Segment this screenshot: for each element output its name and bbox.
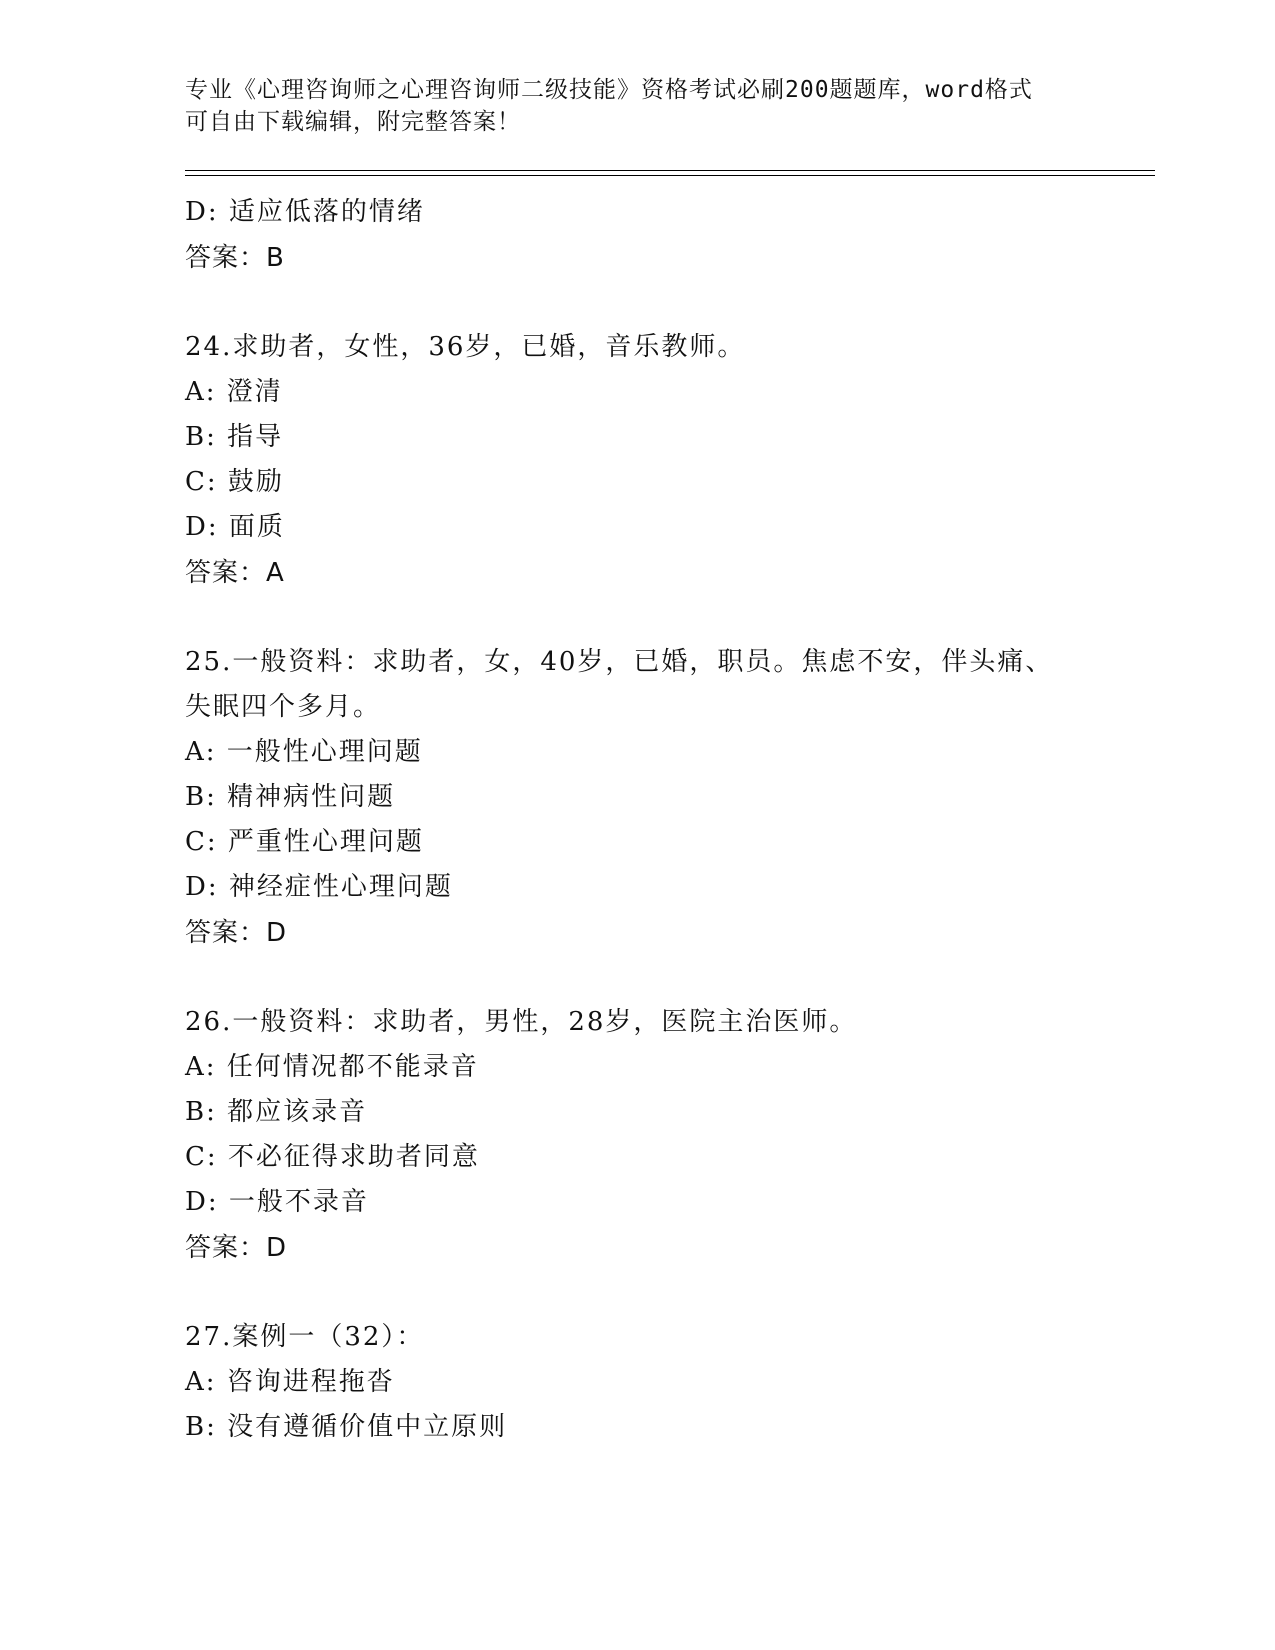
question-25: [185, 640, 1145, 957]
option-d: D: 神经症性心理问题: [185, 872, 453, 902]
option-b: B: 指导: [185, 422, 284, 452]
question-26: [185, 1000, 1145, 1272]
answer-line: 答案：B: [185, 243, 285, 273]
option-a: A: 一般性心理问题: [185, 737, 423, 767]
option-a: A: 任何情况都不能录音: [185, 1052, 479, 1082]
answer-line: 答案：D: [185, 1233, 288, 1263]
question-23-tail: [185, 190, 1145, 282]
question-title: 25.一般资料：求助者，女，40岁，已婚，职员。焦虑不安，伴头痛、失眠四个多月。: [185, 647, 1054, 722]
question-list: [185, 190, 1145, 1493]
question-title: 26.一般资料：求助者，男性，28岁，医院主治医师。: [185, 1007, 858, 1037]
option-c: C: 严重性心理问题: [185, 827, 424, 857]
option-a: A: 澄清: [185, 377, 283, 407]
question-27: [185, 1315, 1145, 1450]
question-title: 27.案例一（32）：: [185, 1322, 425, 1352]
document-header: [185, 74, 1065, 138]
option-b: B: 精神病性问题: [185, 782, 396, 812]
question-title: 24.求助者，女性，36岁，已婚，音乐教师。: [185, 332, 746, 362]
header-line-1: 专业《心理咨询师之心理咨询师二级技能》资格考试必刷200题题库，word格式: [185, 77, 1033, 103]
header-rule-bottom: [185, 175, 1155, 176]
option-b: B: 没有遵循价值中立原则: [185, 1412, 508, 1442]
option-d: D: 适应低落的情绪: [185, 197, 425, 227]
option-d: D: 一般不录音: [185, 1187, 369, 1217]
question-24: [185, 325, 1145, 597]
header-line-2: 可自由下载编辑，附完整答案！: [185, 109, 521, 135]
option-a: A: 咨询进程拖沓: [185, 1367, 395, 1397]
option-b: B: 都应该录音: [185, 1097, 368, 1127]
header-rule-top: [185, 170, 1155, 171]
answer-line: 答案：D: [185, 918, 288, 948]
option-d: D: 面质: [185, 512, 285, 542]
option-c: C: 鼓励: [185, 467, 284, 497]
option-c: C: 不必征得求助者同意: [185, 1142, 480, 1172]
answer-line: 答案：A: [185, 558, 285, 588]
